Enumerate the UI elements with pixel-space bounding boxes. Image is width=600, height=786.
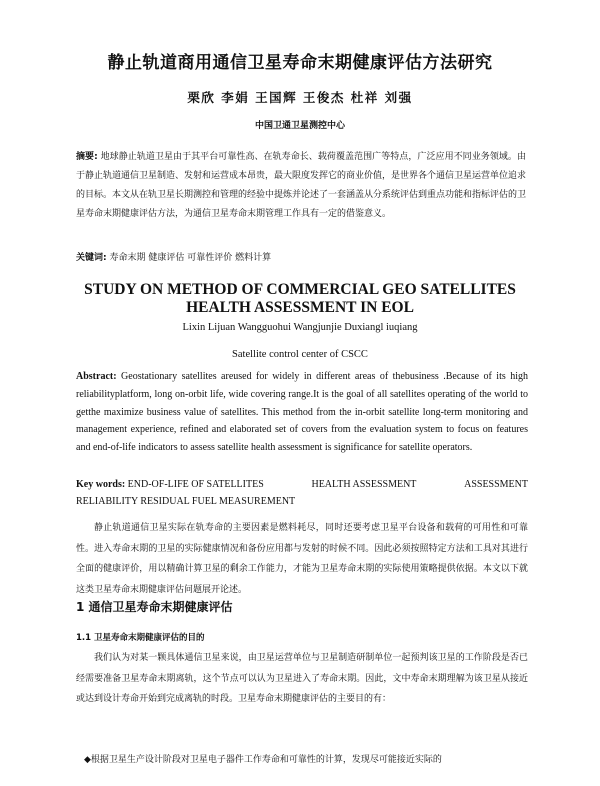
intro-paragraph: 静止轨道通信卫星实际在轨寿命的主要因素是燃料耗尽，同时还要考虑卫星平台设备和载荷的可用性和可靠性。进入寿命末期的卫星的实际健康情况和备份应用都与发射的时候不同。因此必须按照特定方法和工具对其进行全面的健康评价，用以精确计算卫星的剩余工作能力，才能为卫星寿命末期的实际使用策略提供依据。本文以下就这类卫星寿命末期健康评估问题展开论述。	[76, 523, 528, 595]
en-title	[0, 281, 600, 317]
section-1-heading: 1 通信卫星寿命末期健康评估	[76, 600, 233, 614]
en-keywords-label: Key words:	[76, 479, 126, 490]
cn-keywords	[76, 250, 526, 263]
cn-authors: 栗欣 李娟 王国辉 王俊杰 杜祥 刘强	[187, 90, 413, 105]
en-title-line1: STUDY ON METHOD OF COMMERCIAL GEO SATELLITES	[84, 281, 516, 298]
cn-abstract-text: 地球静止轨道卫星由于其平台可靠性高、在轨寿命长、载荷覆盖范围广等特点，广泛应用不同业务领域。由于静止轨道通信卫星制造、发射和运营成本昂贵，最大限度发挥它的商业价值，是世界各个通信卫星运营单位追求的目标。本文从在轨卫星长期测控和管理的经验中提炼并论述了一套涵盖从分系统评估到重点功能和指标评估的卫星寿命末期健康评估方法，为通信卫星寿命末期管理工作具有一定的借鉴意义。	[76, 152, 527, 219]
en-affiliation: Satellite control center of CSCC	[232, 349, 368, 360]
en-keywords-row	[76, 476, 528, 493]
en-keywords	[76, 476, 528, 510]
en-abstract-label: Abstract:	[76, 371, 117, 382]
cn-title: 静止轨道商用通信卫星寿命末期健康评估方法研究	[107, 53, 493, 73]
en-abstract	[76, 368, 528, 457]
en-abstract-text: Geostationary satellites areused for widely in different areas of thebusiness .Because of its high reliabilityplatform, long on-orbit life, wide covering range.It is the goal of all satellites operating of the world to getthe maximize business value of satellites. This method from the in-orbit satellite long-term monitoring and management experience, refined and elaborated set of covers from the evaluation system to focus on features and end-of-life indicators to assess satellite health assessment is significance for satellite operators.	[76, 371, 529, 454]
cn-keywords-text: 寿命末期 健康评估 可靠性评价 燃料计算	[109, 253, 272, 263]
en-keyword-4: RELIABILITY RESIDUAL FUEL MEASUREMENT	[76, 496, 296, 507]
en-keyword-3: ASSESSMENT	[464, 479, 528, 490]
cn-keywords-label: 关键词:	[76, 253, 107, 263]
bullet-item: ◆根据卫星生产设计阶段对卫星电子器件工作寿命和可靠性的计算，发现尽可能接近实际的	[84, 755, 442, 765]
en-keyword-2: HEALTH ASSESSMENT	[311, 479, 417, 490]
en-authors: Lixin Lijuan Wangguohui Wangjunjie Duxiangl iuqiang	[182, 322, 418, 333]
en-keyword-1: END-OF-LIFE OF SATELLITES	[127, 479, 264, 490]
cn-affiliation: 中国卫通卫星测控中心	[254, 121, 345, 131]
body-paragraph: 我们认为对某一颗具体通信卫星来说，由卫星运营单位与卫星制造研制单位一起预判该卫星的工作阶段是否已经需要准备卫星寿命末期离轨，这个节点可以认为卫星进入了寿命末期。因此，文中寿命末期理解为该卫星从接近或达到设计寿命开始到完成离轨的时段。卫星寿命末期健康评估的主要目的有：	[76, 653, 528, 704]
en-title-line2: HEALTH ASSESSMENT IN EOL	[186, 299, 414, 316]
cn-abstract	[76, 148, 526, 224]
cn-abstract-label: 摘要:	[76, 152, 98, 162]
subsection-1-1-heading: 1.1 卫星寿命末期健康评估的目的	[76, 633, 205, 643]
